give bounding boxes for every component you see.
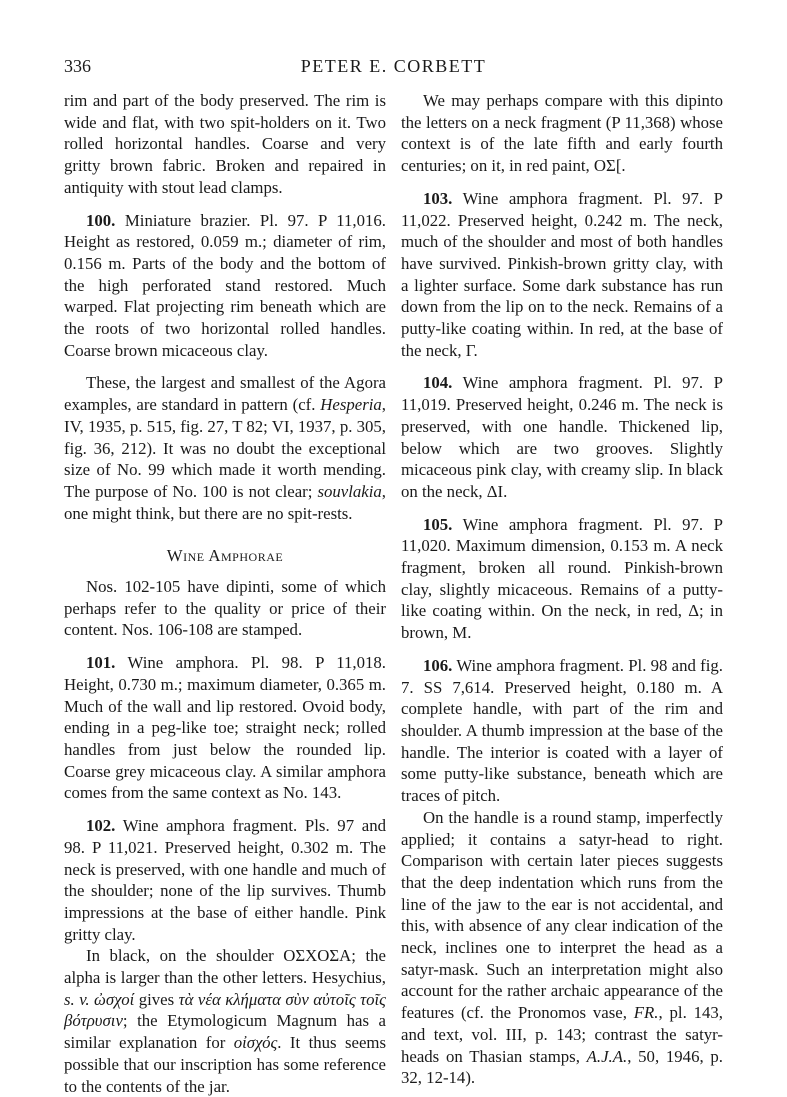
entry-text: Wine amphora fragment. Pl. 97. P 11,022. Preserved height, 0.242 m. The neck, much of the shoulder and most of both handles have survived. Pinkish-brown gritty clay, with a lighter surface. Some dark substance has run down from the lip on to the neck. Remains of a putty-like coating within. In red, at the base of the neck, Γ. [401, 188, 723, 360]
entry-number: 100. [86, 210, 116, 230]
entry-text: Wine amphora fragment. Pl. 97. P 11,020. Maximum dimension, 0.153 m. A neck fragment, broken all round. Pinkish-brown clay, slightly micaceous. Remains of a putty-like coating within. On the neck, in red, Δ; in brown, Μ. [401, 514, 723, 643]
catalog-entry-106 [401, 655, 723, 807]
section-heading: Wine Amphorae [166, 546, 284, 566]
inscription-paragraph: In black, on the shoulder ΟΣΧΟΣΑ; the alpha is larger than the other letters. Hesychius, s. v. ὠσχοί gives τὰ νέα κλήματα σὺν αὐτοῖς τοῖς βότρυσιν; the Etymologicum Magnum has a similar explanation for οἰσχός. It thus seems possible that our inscription has some reference to the contents of the jar. [64, 946, 386, 1096]
commentary-paragraph: These, the largest and smallest of the Agora examples, are standard in pattern (cf. Hesperia, IV, 1935, p. 515, fig. 27, T 82; VI, 1937, p. 305, fig. 36, 212). It was no doubt the exceptional size of No. 99 which made it worth mending. The purpose of No. 100 is not clear; souvlakia, one might think, but there are no spit-rests. [64, 373, 386, 523]
catalog-entry-100 [64, 210, 386, 362]
entry-text: Wine amphora fragment. Pl. 98 and fig. 7. SS 7,614. Preserved height, 0.180 m. A complete handle, with part of the rim and shoulder. A thumb impression at the base of the handle. The interior is coated with a layer of some putty-like substance, beneath which are traces of pitch. [401, 655, 723, 806]
catalog-entry-101 [64, 652, 386, 804]
entry-text: Wine amphora fragment. Pl. 97. P 11,019. Preserved height, 0.246 m. The neck is preserved, with one handle. Thickened lip, below which are two grooves. Slightly micaceous pink clay, with creamy slip. In black on the neck, ΔΙ. [401, 373, 723, 501]
greek-word: ὠσχοί [89, 989, 135, 1009]
entry-text: Miniature brazier. Pl. 97. P 11,016. Height as restored, 0.059 m.; diameter of rim, 0.156 m. Parts of the body and the bottom of the high perforated stand restored. Much warped. Flat projecting rim beneath which are the roots of two horizontal rolled handles. Coarse brown micaceous clay. [64, 210, 386, 360]
page-number: 336 [64, 56, 91, 76]
catalog-entry-105 [401, 514, 723, 644]
italic-term: souvlakia [317, 481, 382, 501]
entry-number: 103. [423, 188, 453, 208]
journal-title: Hesperia [320, 395, 382, 415]
comparison-paragraph: We may perhaps compare with this dipinto the letters on a neck fragment (P 11,368) whose context is of the late fifth and early fourth centuries; on it, in red paint, ΟΣ[. [401, 91, 723, 176]
entry-text: Wine amphora. Pl. 98. P 11,018. Height, 0.730 m.; maximum diameter, 0.365 m. Much of the wall and lip restored. Ovoid body, ending in a peg-like toe; straight neck; rolled handles from just below the rounded lip. Coarse grey micaceous clay. A similar amphora comes from the same context as No. 143. [64, 653, 386, 803]
right-column [401, 90, 723, 1089]
left-column [64, 90, 386, 1097]
entry-number: 102. [86, 816, 116, 836]
catalog-entry-103 [401, 188, 723, 362]
journal-abbrev: FR. [633, 1003, 659, 1023]
greek-word: οἰσχός [233, 1033, 278, 1053]
entry-number: 105. [423, 514, 453, 534]
greek-phrase: τὰ νέα κλήματα σὺν αὐτοῖς τοῖς βότρυσιν [64, 989, 386, 1031]
section-intro: Nos. 102-105 have dipinti, some of which perhaps refer to the quality or price of their content. Nos. 106-108 are stamped. [64, 577, 386, 640]
entry-number: 101. [86, 653, 116, 673]
entry-number: 104. [423, 373, 453, 393]
journal-abbrev: A.J.A. [586, 1046, 628, 1066]
continued-paragraph: rim and part of the body preserved. The rim is wide and flat, with two spit-holders on it. Two rolled horizontal handles. Coarse and very gritty brown fabric. Broken and repaired in antiquity with stout lead clamps. [64, 91, 386, 197]
running-head: PETER E. CORBETT [300, 56, 487, 76]
stamp-paragraph: On the handle is a round stamp, imperfectly applied; it contains a satyr-head to right. Comparison with certain later pieces suggests that the deep indentation which runs from the line of the jaw to the ear is not accidental, and this, with absence of any clear indication of the neck, inclines one to interpret the head as a satyr-mask. Such an interpretation might also account for the rather archaic appearance of the features (cf. the Pronomos vase, FR., pl. 143, and text, vol. III, p. 143; contrast the satyr-heads on Thasian stamps, A.J.A., 50, 1946, p. 32, 12-14). [401, 807, 724, 1088]
catalog-entry-102 [64, 815, 386, 945]
entry-number: 106. [423, 655, 453, 675]
catalog-entry-104 [401, 372, 723, 502]
entry-text: Wine amphora fragment. Pls. 97 and 98. P 11,021. Preserved height, 0.302 m. The neck is preserved, with one handle and much of the shoulder; none of the lip survives. Thumb impressions at the base of either handle. Pink gritty clay. [64, 816, 386, 944]
